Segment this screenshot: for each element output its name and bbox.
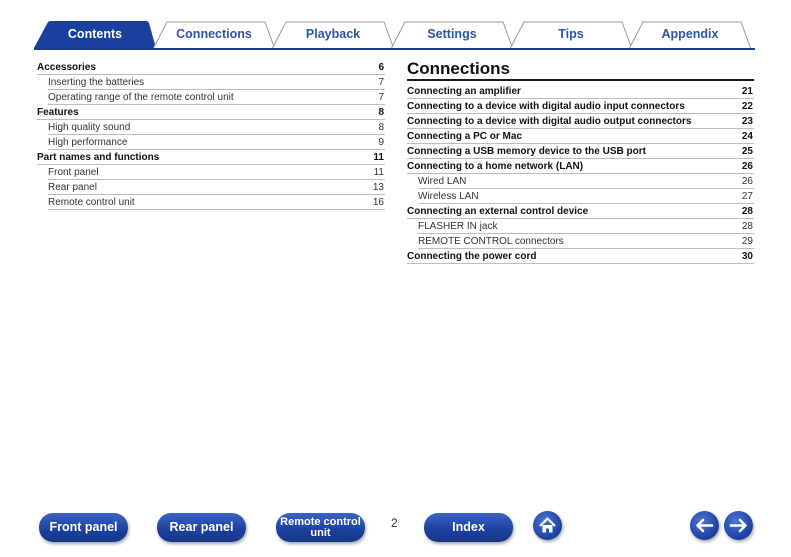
tab-bar (0, 0, 791, 52)
toc-entry-page: 6 (378, 61, 384, 73)
toc-entry[interactable] (407, 159, 754, 174)
rear-panel-button[interactable] (157, 513, 246, 542)
toc-entry[interactable] (418, 189, 754, 204)
toc-entry[interactable] (407, 99, 754, 114)
tab-playback[interactable] (272, 21, 394, 48)
toc-entry-title: Remote control unit (48, 196, 135, 208)
toc-entry-page: 28 (741, 220, 753, 232)
tab-tips[interactable] (510, 21, 632, 48)
toc-entry-title: Connecting an amplifier (407, 85, 521, 97)
toc-entry-title: High performance (48, 136, 128, 148)
tab-label: Connections (176, 27, 252, 41)
remote-label-line1: Remote control (280, 515, 361, 528)
toc-entry-page: 29 (741, 235, 753, 247)
toc-entry-title: FLASHER IN jack (418, 220, 498, 232)
index-button[interactable] (424, 513, 513, 542)
toc-entry[interactable] (48, 75, 385, 90)
tab-settings[interactable] (391, 21, 513, 48)
toc-entry[interactable] (407, 129, 754, 144)
toc-entry-page: 22 (741, 100, 753, 112)
tab-label: Appendix (661, 27, 719, 41)
toc-entry-title: Connecting to a home network (LAN) (407, 160, 584, 172)
toc-entry-title: Wireless LAN (418, 190, 479, 202)
toc-entry-page: 7 (378, 76, 384, 88)
index-label: Index (452, 520, 485, 534)
tab-contents[interactable] (34, 21, 156, 48)
forward-button[interactable] (724, 511, 753, 540)
toc-entry-page: 13 (372, 181, 384, 193)
toc-entry-title: Connecting to a device with digital audio input connectors (407, 100, 685, 112)
tab-connections[interactable] (153, 21, 275, 48)
toc-entry-title: Accessories (37, 61, 96, 73)
toc-entry-title: REMOTE CONTROL connectors (418, 235, 564, 247)
toc-entry-title: Connecting the power cord (407, 250, 537, 262)
front-panel-button[interactable] (39, 513, 128, 542)
toc-entry[interactable] (418, 219, 754, 234)
page-number: 2 (391, 516, 398, 530)
toc-entry-title: Connecting a USB memory device to the USB port (407, 145, 646, 157)
toc-entry-title: Connecting to a device with digital audio output connectors (407, 115, 692, 127)
toc-entry-page: 9 (378, 136, 384, 148)
toc-entry-title: Part names and functions (37, 151, 160, 163)
toc-entry-page: 8 (378, 106, 384, 118)
arrow-right-icon (724, 511, 753, 540)
toc-entry[interactable] (407, 114, 754, 129)
toc-entry-title: Wired LAN (418, 175, 467, 187)
home-button[interactable] (533, 511, 562, 540)
toc-entry-title: Operating range of the remote control unit (48, 91, 234, 103)
toc-entry[interactable] (48, 195, 385, 210)
tab-underline (34, 48, 755, 50)
toc-entry[interactable] (407, 84, 754, 99)
rear-panel-label: Rear panel (169, 520, 234, 534)
toc-entry[interactable] (48, 180, 385, 195)
toc-entry-page: 7 (378, 91, 384, 103)
toc-right (407, 60, 754, 264)
toc-left (37, 60, 385, 210)
toc-entry-title: Connecting a PC or Mac (407, 130, 523, 142)
toc-entry-page: 8 (378, 121, 384, 133)
front-panel-label: Front panel (49, 520, 118, 534)
toc-right-items (407, 84, 754, 264)
home-icon (533, 511, 562, 540)
toc-entry[interactable] (48, 135, 385, 150)
toc-entry[interactable] (37, 60, 385, 75)
toc-entry-title: Connecting an external control device (407, 205, 589, 217)
tab-label: Playback (305, 27, 361, 41)
toc-entry[interactable] (48, 120, 385, 135)
toc-entry-page: 28 (741, 205, 753, 217)
section-title: Connections (407, 60, 754, 81)
tab-label: Contents (67, 27, 123, 41)
toc-entry-page: 30 (741, 250, 753, 262)
toc-entry[interactable] (48, 90, 385, 105)
toc-entry-page: 24 (741, 130, 753, 142)
remote-label-line2: unit (310, 526, 331, 539)
toc-entry-page: 23 (741, 115, 753, 127)
remote-control-unit-button[interactable] (276, 513, 365, 542)
toc-entry[interactable] (407, 144, 754, 159)
toc-entry[interactable] (418, 174, 754, 189)
toc-entry-page: 21 (741, 85, 753, 97)
toc-entry[interactable] (48, 165, 385, 180)
toc-entry[interactable] (418, 234, 754, 249)
toc-entry[interactable] (407, 204, 754, 219)
toc-entry-title: Features (37, 106, 79, 118)
tab-appendix[interactable] (629, 21, 751, 48)
toc-entry-page: 11 (373, 166, 384, 178)
toc-entry-page: 26 (741, 160, 753, 172)
toc-entry-title: High quality sound (48, 121, 131, 133)
toc-entry-page: 26 (741, 175, 753, 187)
arrow-left-icon (690, 511, 719, 540)
toc-entry-page: 27 (741, 190, 753, 202)
tab-label: Settings (427, 27, 477, 41)
toc-entry-title: Inserting the batteries (48, 76, 145, 88)
toc-entry[interactable] (37, 105, 385, 120)
toc-entry[interactable] (407, 249, 754, 264)
tab-label: Tips (558, 27, 584, 41)
toc-entry-title: Front panel (48, 166, 99, 178)
toc-entry-title: Rear panel (48, 181, 97, 193)
toc-entry-page: 25 (741, 145, 753, 157)
toc-entry-page: 16 (372, 196, 384, 208)
back-button[interactable] (690, 511, 719, 540)
toc-entry-page: 11 (373, 151, 384, 163)
toc-entry[interactable] (37, 150, 385, 165)
